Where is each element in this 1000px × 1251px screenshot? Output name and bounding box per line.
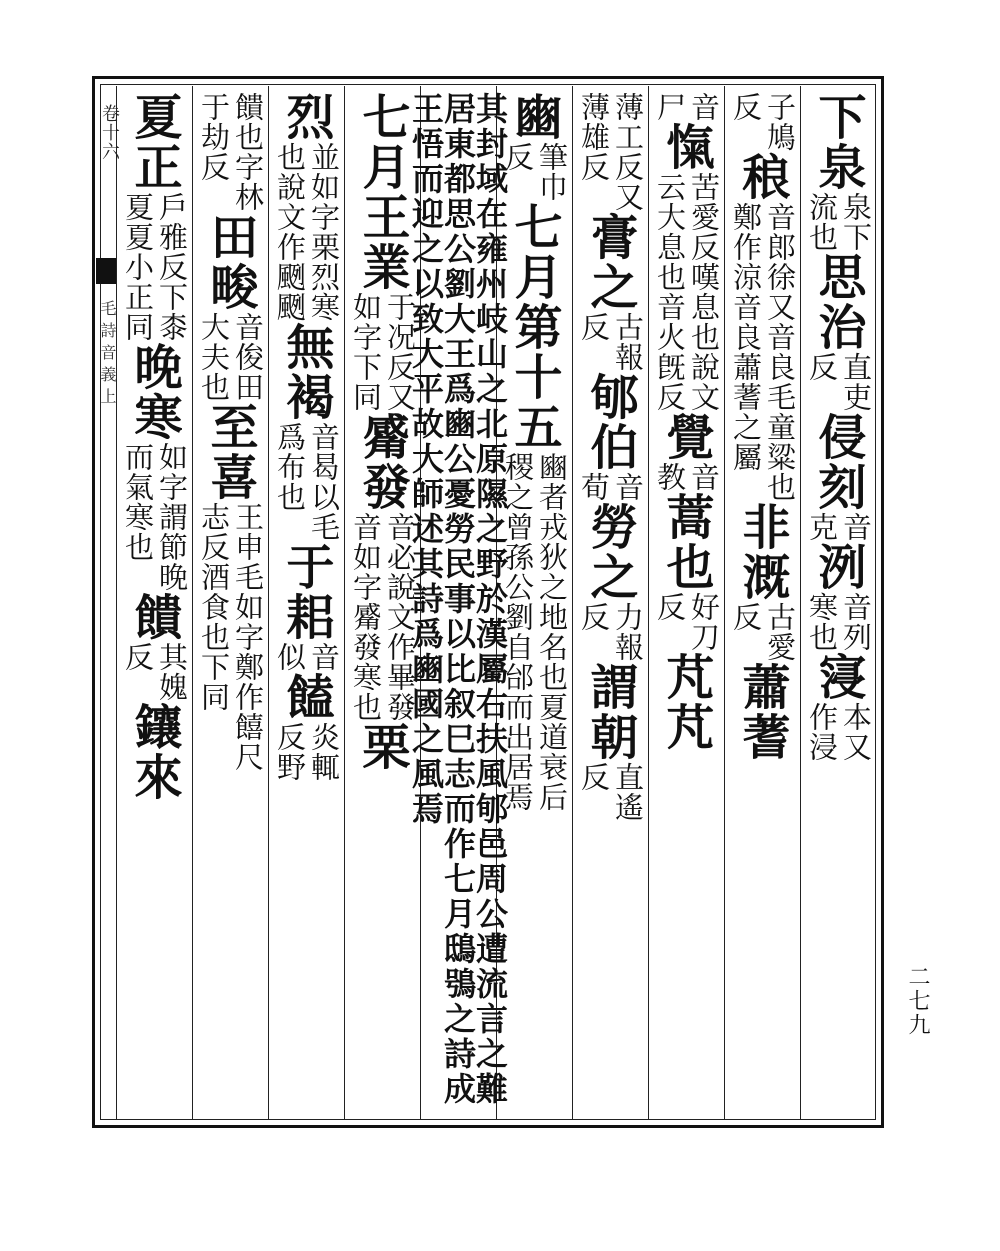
gloss-entry [576,92,644,212]
annotation-line: 力報 [611,602,645,662]
text-column [271,92,341,1122]
headword: 謂朝 [582,662,638,762]
gloss-entry [658,652,714,752]
gloss-entry [500,92,568,202]
annotation [272,422,340,542]
text-column [195,92,265,1122]
annotation-line: 子鳩 [763,92,797,152]
annotation-line: 本又 [839,702,873,762]
headword: 晚寒 [126,342,182,442]
text-column [575,92,645,1122]
gloss-entry [804,92,872,252]
annotation-line: 好刀 [687,592,721,652]
text-column [499,92,569,1122]
headword: 饋 [126,592,182,642]
annotation-line: 寒也 [805,592,839,652]
headword: 田畯 [202,212,258,312]
annotation [652,172,720,412]
headword: 于耜 [278,542,334,642]
text-column [407,92,509,1122]
gloss-entry [500,202,568,812]
annotation [500,142,568,202]
annotation-line: 音郎徐又音良毛童粱也 [763,202,797,502]
annotation-line: 也說文作颲颲 [273,142,307,322]
annotation-line: 如字下同 [349,292,383,412]
annotation-line: 反 [121,642,155,672]
annotation [728,92,796,152]
gloss-entry [196,402,264,772]
gloss-entry [348,92,416,412]
annotation-line: 苦愛反嘆息也說文 [687,172,721,412]
annotation-line: 直遙 [611,762,645,822]
gloss-entry [120,592,188,702]
annotation [120,192,188,342]
gloss-entry [652,492,720,652]
column-rule [572,86,573,1120]
annotation-line: 而氣寒也 [121,442,155,562]
annotation-line: 作浸 [805,702,839,762]
annotation-line: 反 [805,352,839,382]
text-column [727,92,797,1122]
gloss-entry [196,212,264,402]
gloss-entry [804,652,872,762]
annotation [652,92,720,122]
annotation [576,92,644,212]
annotation-line: 反 [729,92,763,122]
gloss-entry [272,92,340,322]
gloss-entry [354,722,410,772]
annotation-line: 音列 [839,592,873,652]
column-rule [268,86,269,1120]
annotation-line: 音 [687,92,721,122]
annotation-line: 其媿 [155,642,189,702]
annotation-line: 戶雅反下桼 [155,192,189,342]
annotation [120,442,188,592]
gloss-entry [728,152,796,502]
annotation [120,642,188,702]
annotation [348,512,416,722]
headword: 侵刻 [810,412,866,512]
gloss-entry [576,662,644,822]
gloss-entry [728,92,796,152]
annotation [576,762,644,822]
annotation [272,722,340,782]
annotation-line: 反 [577,602,611,632]
annotation-line: 音如字觱發寒也 [349,512,383,722]
annotation-line: 爲布也 [273,422,307,512]
annotation-line: 饋也字林 [231,92,265,212]
annotation-line: 音曷以毛 [307,422,341,542]
annotation-line: 反 [577,762,611,792]
annotation-line: 音 [839,512,873,542]
annotation-line: 于况反又 [383,292,417,412]
annotation-line: 直吏 [839,352,873,412]
annotation [728,602,796,662]
headword: 思治 [810,252,866,352]
headword: 蕭蓍 [734,662,790,762]
gloss-entry [652,92,720,122]
annotation-line: 稷之曾孫公劉自邰而出居焉 [501,452,535,812]
gloss-entry [734,662,790,762]
annotation-line: 反野 [273,722,307,782]
annotation-line: 荀 [577,472,611,502]
annotation-line: 克 [805,512,839,542]
column-rule [344,86,345,1120]
headword: 觱發 [354,412,410,512]
headword: 芃芃 [658,652,714,752]
annotation [804,702,872,762]
headword: 稂 [734,152,790,202]
annotation [196,312,264,402]
gloss-entry [576,372,644,502]
column-rule [724,86,725,1120]
annotation-line: 古報 [611,312,645,372]
gloss-entry [804,252,872,412]
annotation [272,142,340,322]
annotation [196,92,264,212]
text-column [651,92,721,1122]
commentary-column: 其封域在雍州岐山之北原隰之野於漢屬右扶風郇邑周公遭流言之難居東都思公劉大王爲豳公憂勞民事以比叙巳志而作七月鴟鴞之詩成王悟而迎之以致大平故大師述其詩爲豳國之風焉 [407,92,509,1107]
gloss-entry [804,412,872,542]
annotation-line: 于劫反 [197,92,231,182]
annotation [272,642,340,672]
annotation-line: 反 [729,602,763,632]
annotation [576,602,644,662]
annotation-line: 音 [611,472,645,502]
gloss-entry [804,542,872,652]
headword: 非溉 [734,502,790,602]
text-column [803,92,873,1122]
annotation-line: 並如字栗烈寒 [307,142,341,322]
text-column [119,92,189,1122]
headword: 覺 [658,412,714,462]
text-column [347,92,417,1122]
annotation-line: 鄭作涼音良蕭蓍之屬 [729,202,763,472]
gloss-entry [120,92,188,342]
annotation [728,202,796,502]
annotation-line: 薄雄反 [577,92,611,182]
headword: 七月王業 [354,92,410,292]
annotation-line: 古愛 [763,602,797,662]
headword: 栗 [354,722,410,772]
annotation-line: 王申毛如字鄭作饎尺 [231,502,265,772]
annotation-line: 豳者戎狄之地名也夏道衰后 [535,452,569,812]
annotation [804,192,872,252]
headword: 寖 [810,652,866,702]
annotation-line: 流也 [805,192,839,252]
headword: 饁 [278,672,334,722]
headword: 七月第十五 [506,202,562,452]
gloss-entry [728,502,796,662]
headword: 膏之 [582,212,638,312]
annotation [500,452,568,812]
annotation-line: 夏夏小正同 [121,192,155,342]
annotation [348,292,416,412]
annotation-line: 炎輒 [307,722,341,782]
headword: 勞之 [582,502,638,602]
headword: 豳 [506,92,562,142]
headword: 夏正 [126,92,182,192]
headword: 烈 [278,92,334,142]
column-rule [648,86,649,1120]
annotation-line: 如字謂節晚 [155,442,189,592]
annotation [804,512,872,542]
column-rule [800,86,801,1120]
column-rule [192,86,193,1120]
spine-title: 毛詩音義上 [98,300,117,410]
headword: 至喜 [202,402,258,502]
gloss-entry [272,542,340,672]
annotation [804,592,872,652]
annotation-line: 志反酒食也下同 [197,502,231,712]
gloss-entry [576,212,644,372]
annotation-line: 薄工反又 [611,92,645,212]
annotation-line: 教 [653,462,687,492]
annotation-line: 音俊田 [231,312,265,402]
gloss-entry [126,702,182,802]
annotation [652,462,720,492]
gloss-entry [272,672,340,782]
annotation-line: 尸 [653,92,687,122]
gloss-entry [272,322,340,542]
headword: 鑲來 [126,702,182,802]
column-rule [116,86,117,1120]
fish-tail-mark [96,258,116,284]
annotation-line: 筆巾 [535,142,569,202]
annotation-line: 音必說文作畢發 [383,512,417,722]
headword: 下泉 [810,92,866,192]
annotation-line: 似 [273,642,307,672]
annotation-line: 云大息也音火旣反 [653,172,687,412]
annotation [196,502,264,772]
page-number: 二七九 [905,965,930,1037]
gloss-entry [652,412,720,492]
annotation [576,472,644,502]
annotation-line: 音 [687,462,721,492]
gloss-entry [576,502,644,662]
headword: 無褐 [278,322,334,422]
headword: 愾 [658,122,714,172]
headword: 洌 [810,542,866,592]
annotation-line: 音 [307,642,341,672]
annotation-line: 大夫也 [197,312,231,402]
gutter-strip [96,86,117,1116]
headword: 蒿也 [658,492,714,592]
gloss-entry [348,412,416,722]
gloss-entry [120,342,188,592]
volume-label: 卷十六 [99,104,120,161]
annotation-line: 反 [577,312,611,342]
gloss-entry [652,122,720,412]
gloss-entry [196,92,264,212]
annotation [652,592,720,652]
annotation-line: 反 [653,592,687,622]
annotation-line: 泉下 [839,192,873,252]
headword: 郇伯 [582,372,638,472]
annotation [576,312,644,372]
annotation-line: 反 [501,142,535,172]
annotation [804,352,872,412]
